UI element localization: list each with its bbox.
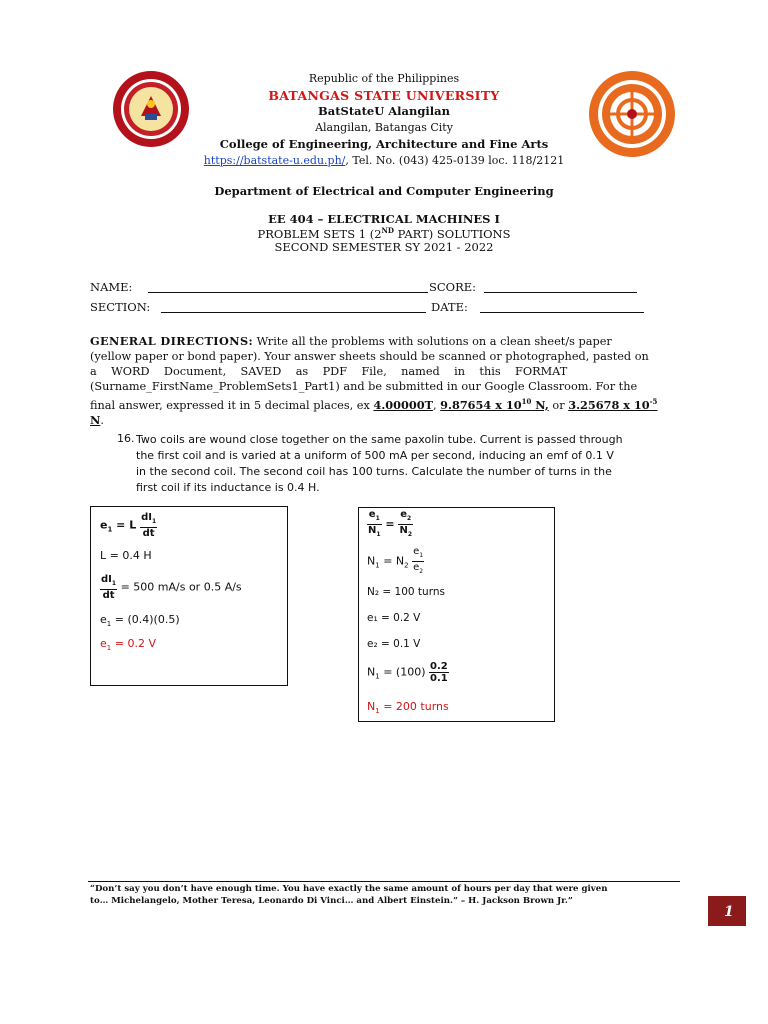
problem-text: Two coils are wound close together on the same paxolin tube. Current is passed through the first coil and is varied at a uniform of 500 mA per second, inducing an emf of 0.1 V in the second coil. The second coil has 100 turns. Calculate the number of turns in the first coil if its inductance is 0.4 H. bbox=[136, 433, 623, 494]
page-number: 1 bbox=[724, 904, 734, 920]
eq-emf-substitution: $e_1 = (0.4)(0.5)$ bbox=[100, 613, 180, 629]
eq-emf-answer: $e_1 = 0.2$ V bbox=[100, 637, 156, 653]
section-field[interactable] bbox=[161, 312, 426, 313]
section-label: SECTION: bbox=[90, 300, 151, 314]
republic-line: Republic of the Philippines bbox=[308, 72, 460, 85]
eq-turns-ratio: $\frac{e_1}{N_1}$ = $\frac{e_2}{N_2}$ bbox=[368, 509, 413, 538]
problem-number: 16. bbox=[117, 432, 135, 445]
example-1: 4.00000T bbox=[373, 397, 433, 412]
score-label: SCORE: bbox=[429, 280, 477, 294]
college-name: College of Engineering, Architecture and Fine Arts bbox=[219, 137, 549, 151]
general-directions: GENERAL DIRECTIONS: Write all the problems with solutions on a clean sheet/s paper (yellow paper or bond paper). Your answer sheets should be scanned or photographed, pasted on a WORD Document, SAVED as PDF File, named in this FORMAT (Surname_FirstName_ProblemSets1_Part1) and be submitted in our Google Classroom. For the final answer, expressed it in 5 decimal places, ex 4.00000T, 9.87654 x $10^{10}$ N, or 3.25678 x $10^{-5}$ N. bbox=[90, 334, 658, 427]
eq-n1-formula: $N_1 = N_2$ $\frac{e_1}{e_2}$ bbox=[367, 546, 424, 575]
example-3: 3.25678 x $10^{-5}$ bbox=[568, 397, 658, 412]
score-field[interactable] bbox=[484, 292, 637, 293]
university-website-link[interactable]: https://batstate-u.edu.ph/ bbox=[203, 154, 346, 167]
example-2: 9.87654 x $10^{10}$ N, bbox=[440, 397, 549, 412]
footer-divider bbox=[88, 881, 680, 882]
course-title: EE 404 – ELECTRICAL MACHINES I bbox=[268, 212, 500, 226]
eq-n1-answer: $N_1 = 200$ turns bbox=[367, 700, 449, 716]
date-field[interactable] bbox=[480, 312, 644, 313]
semester-title: SECOND SEMESTER SY 2021 - 2022 bbox=[274, 240, 494, 254]
eq-emf-formula: $e_1 = L$ $\frac{dI_1}{dt}$ bbox=[100, 512, 157, 539]
problem-set-title: PROBLEM SETS 1 (2ND PART) SOLUTIONS bbox=[257, 226, 511, 241]
eq-n2-value: N₂ = 100 turns bbox=[367, 586, 445, 598]
department-title: Department of Electrical and Computer Engineering bbox=[214, 184, 554, 198]
campus-name: BatStateU Alangilan bbox=[318, 104, 450, 118]
directions-heading: GENERAL DIRECTIONS: bbox=[90, 334, 254, 348]
eq-current-rate: $\frac{dI_1}{dt}$ = 500 mA/s or 0.5 A/s bbox=[101, 574, 242, 601]
footer-quote: “Don’t say you don’t have enough time. You have exactly the same amount of hours per day that were given to… Michelangelo, Mother Teresa, Leonardo Di Vinci… and Albert Einstein.” – H. Jackson Brown Jr.” bbox=[90, 884, 608, 906]
university-name: BATANGAS STATE UNIVERSITY bbox=[268, 88, 500, 103]
name-field[interactable] bbox=[148, 292, 428, 293]
contact-line bbox=[0, 154, 768, 167]
name-label: NAME: bbox=[90, 280, 133, 294]
telephone-info: , Tel. No. (043) 425-0139 loc. 118/2121 bbox=[345, 154, 565, 167]
eq-n1-substitution: $N_1 = (100)$ $\frac{0.2}{0.1}$ bbox=[367, 661, 448, 684]
city-line: Alangilan, Batangas City bbox=[315, 121, 453, 134]
eq-inductance: L = 0.4 H bbox=[100, 549, 152, 562]
eq-e1-value: e₁ = 0.2 V bbox=[367, 612, 421, 624]
date-label: DATE: bbox=[431, 300, 468, 314]
eq-e2-value: e₂ = 0.1 V bbox=[367, 638, 421, 650]
